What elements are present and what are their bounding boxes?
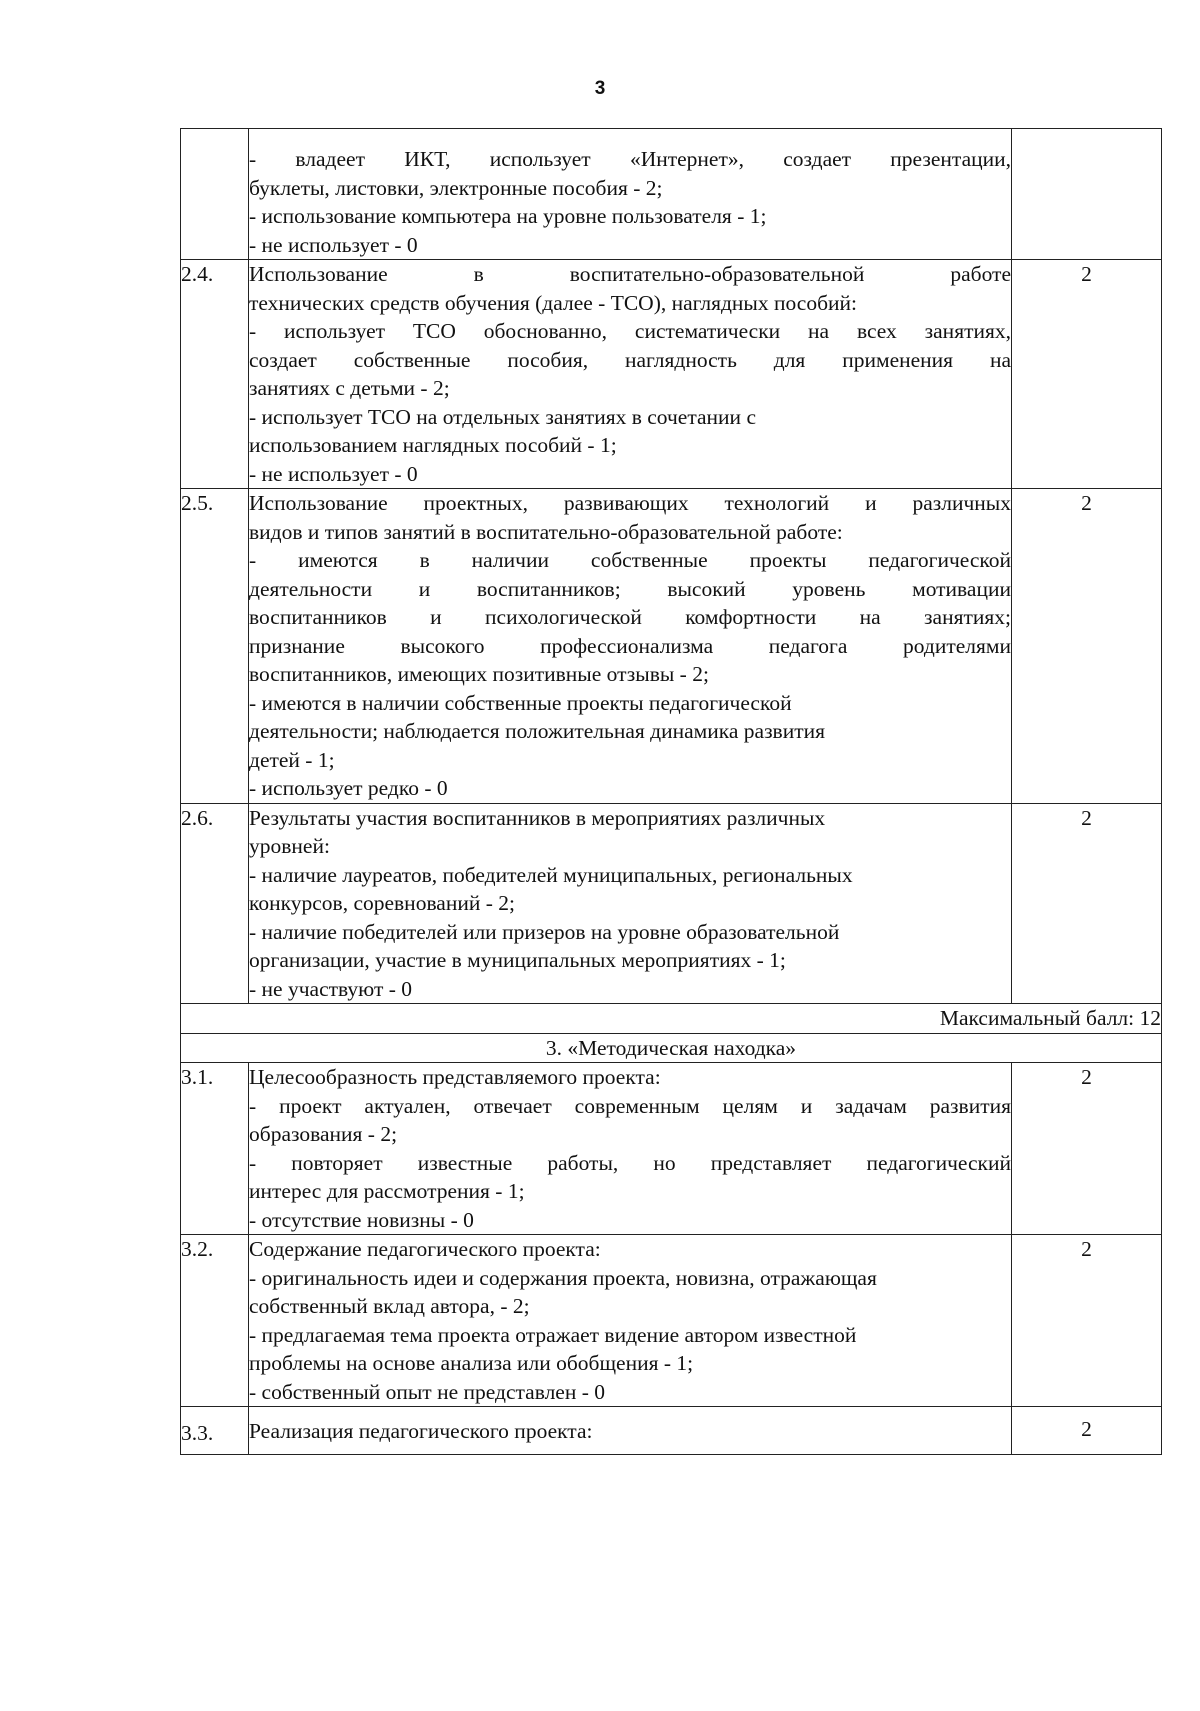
description-line: видов и типов занятий в воспитательно-образовательной работе: <box>249 519 843 544</box>
criteria-rows-section-2 <box>181 129 1162 1004</box>
description-line: Реализация педагогического проекта: <box>249 1419 593 1443</box>
criteria-table <box>180 128 1162 1455</box>
criteria-number <box>181 129 249 260</box>
criteria-number: 3.3. <box>181 1407 249 1455</box>
description-line: - отсутствие новизны - 0 <box>249 1207 474 1232</box>
section-title: 3. «Методическая находка» <box>181 1033 1162 1063</box>
criteria-description <box>249 1407 1012 1455</box>
criteria-number: 3.2. <box>181 1235 249 1407</box>
description-line: - использование компьютера на уровне пользователя - 1; <box>249 204 767 228</box>
criteria-number: 2.6. <box>181 803 249 1004</box>
criteria-number: 3.1. <box>181 1063 249 1235</box>
description-line: - наличие лауреатов, победителей муниципальных, региональных <box>249 862 853 887</box>
criteria-description <box>249 803 1012 1004</box>
section-title-row <box>181 1033 1162 1063</box>
description-line: - оригинальность идеи и содержания проекта, новизна, отражающая <box>249 1265 877 1290</box>
criteria-score: 2 <box>1012 260 1162 489</box>
max-score-row <box>181 1004 1162 1034</box>
description-line: - собственный опыт не представлен - 0 <box>249 1379 606 1404</box>
description-line: проблемы на основе анализа или обобщения - 1; <box>249 1351 694 1375</box>
criteria-score: 2 <box>1012 803 1162 1004</box>
description-line: - имеются в наличии собственные проекты педагогической <box>249 548 1011 572</box>
description-line: признание высокого профессионализма педагога родителями <box>249 633 1011 658</box>
summary-rows <box>181 1004 1162 1063</box>
description-line: создает собственные пособия, наглядность для применения на <box>249 347 1011 372</box>
description-line: Использование в воспитательно-образовательной работе <box>249 262 1011 286</box>
criteria-score: 2 <box>1012 1235 1162 1407</box>
description-line: технических средств обучения (далее - ТСО), наглядных пособий: <box>249 290 858 315</box>
description-line: - использует ТСО на отдельных занятиях в сочетании с <box>249 404 756 429</box>
description-line: использованием наглядных пособий - 1; <box>249 433 617 457</box>
description-line: - проект актуален, отвечает современным целям и задачам развития <box>249 1093 1011 1118</box>
criteria-score: 2 <box>1012 489 1162 804</box>
description-line: воспитанников, имеющих позитивные отзывы - 2; <box>249 662 709 686</box>
description-line: - не использует - 0 <box>249 232 418 257</box>
description-line: - не участвуют - 0 <box>249 976 413 1001</box>
description-line: Целесообразность представляемого проекта: <box>249 1065 661 1089</box>
criteria-description <box>249 129 1012 260</box>
description-line: образования - 2; <box>249 1122 398 1146</box>
criteria-score: 2 <box>1012 1407 1162 1455</box>
criteria-number: 2.4. <box>181 260 249 489</box>
description-line: деятельности; наблюдается положительная динамика развития <box>249 719 826 743</box>
description-line: воспитанников и психологической комфортности на занятиях; <box>249 605 1011 629</box>
description-line: Содержание педагогического проекта: <box>249 1237 601 1261</box>
description-line: - использует ТСО обоснованно, систематически на всех занятиях, <box>249 319 1011 343</box>
description-line: организации, участие в муниципальных мероприятиях - 1; <box>249 948 786 972</box>
description-line: Использование проектных, развивающих технологий и различных <box>249 491 1011 515</box>
description-line: конкурсов, соревнований - 2; <box>249 891 515 915</box>
max-score-text: Максимальный балл: 12 <box>181 1004 1162 1034</box>
description-line: - владеет ИКТ, использует «Интернет», создает презентации, <box>249 147 1011 171</box>
criteria-row <box>181 803 1162 1004</box>
criteria-row <box>181 1407 1162 1455</box>
criteria-row <box>181 260 1162 489</box>
description-line: - не использует - 0 <box>249 461 418 486</box>
description-line: детей - 1; <box>249 747 335 772</box>
criteria-description <box>249 260 1012 489</box>
description-line: - повторяет известные работы, но представляет педагогический <box>249 1150 1011 1175</box>
criteria-description <box>249 1063 1012 1235</box>
description-line: интерес для рассмотрения - 1; <box>249 1179 525 1203</box>
criteria-description <box>249 1235 1012 1407</box>
criteria-row <box>181 1235 1162 1407</box>
criteria-number: 2.5. <box>181 489 249 804</box>
description-line: - предлагаемая тема проекта отражает видение автором известной <box>249 1322 857 1347</box>
description-line: - имеются в наличии собственные проекты педагогической <box>249 690 792 715</box>
criteria-row <box>181 129 1162 260</box>
description-line: деятельности и воспитанников; высокий уровень мотивации <box>249 576 1011 601</box>
description-line: Результаты участия воспитанников в мероприятиях различных <box>249 805 826 830</box>
description-line: - наличие победителей или призеров на уровне образовательной <box>249 919 840 944</box>
description-line: уровней: <box>249 834 330 858</box>
criteria-score <box>1012 129 1162 260</box>
criteria-row <box>181 489 1162 804</box>
description-line: буклеты, листовки, электронные пособия - 2; <box>249 175 663 200</box>
description-line: собственный вклад автора, - 2; <box>249 1294 530 1318</box>
page-number: 3 <box>594 78 606 99</box>
description-line: - использует редко - 0 <box>249 776 448 800</box>
criteria-rows-section-3 <box>181 1063 1162 1455</box>
criteria-description <box>249 489 1012 804</box>
criteria-score: 2 <box>1012 1063 1162 1235</box>
criteria-row <box>181 1063 1162 1235</box>
description-line: занятиях с детьми - 2; <box>249 376 450 400</box>
